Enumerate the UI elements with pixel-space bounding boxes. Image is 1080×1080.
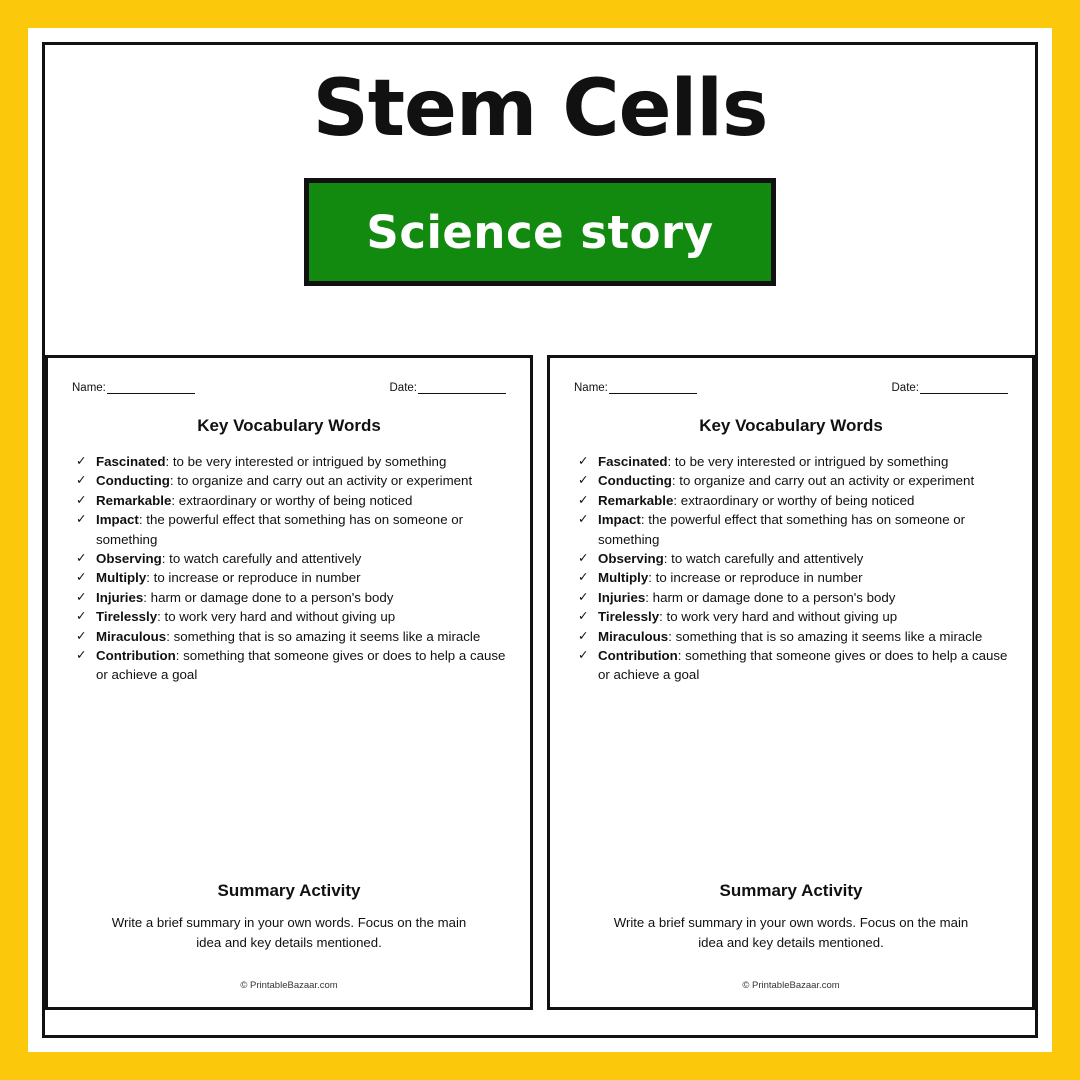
- vocab-term: Fascinated: [96, 454, 166, 469]
- check-icon: ✓: [578, 473, 589, 488]
- summary-instructions: Write a brief summary in your own words. Focus on the main idea and key details mentioned.: [613, 915, 969, 951]
- vocabulary-list: [68, 452, 510, 685]
- vocab-term: Impact: [598, 512, 641, 528]
- list-item: [576, 568, 1008, 587]
- check-icon: ✓: [578, 551, 589, 566]
- worksheet-sheet-right: [547, 355, 1035, 1010]
- check-icon: ✓: [76, 492, 87, 507]
- vocab-definition: : something that someone gives or does to help a cause or achieve a goal: [96, 648, 506, 683]
- list-item: [576, 510, 1008, 549]
- name-field[interactable]: [72, 382, 195, 394]
- vocab-definition: : something that someone gives or does to help a cause or achieve a goal: [598, 648, 1008, 683]
- check-icon: ✓: [578, 512, 589, 527]
- vocab-term: Tirelessly: [96, 609, 158, 625]
- vocab-definition: : to increase or reproduce in number: [146, 570, 361, 586]
- check-icon: ✓: [76, 648, 87, 663]
- list-item: [74, 568, 506, 587]
- vocab-term: Injuries: [96, 589, 144, 605]
- vocab-heading: Key Vocabulary Words: [197, 416, 381, 435]
- check-icon: ✓: [76, 628, 87, 643]
- check-icon: ✓: [578, 589, 589, 604]
- vocab-term: Conducting: [598, 473, 672, 489]
- list-item: [576, 471, 1008, 490]
- subtitle-banner: [304, 178, 776, 286]
- vocab-definition: : something that is so amazing it seems like a miracle: [668, 628, 983, 644]
- vocab-definition: : extraordinary or worthy of being noticed: [171, 492, 413, 508]
- vocab-term: Impact: [96, 512, 139, 528]
- vocab-heading: Key Vocabulary Words: [699, 416, 883, 435]
- list-item: [74, 452, 506, 471]
- date-blank-line[interactable]: [920, 382, 1008, 394]
- list-item: [74, 646, 506, 685]
- list-item: [576, 627, 1008, 646]
- date-blank-line[interactable]: [418, 382, 506, 394]
- check-icon: ✓: [578, 609, 589, 624]
- name-field[interactable]: [574, 382, 697, 394]
- check-icon: ✓: [76, 609, 87, 624]
- check-icon: ✓: [578, 454, 589, 468]
- vocabulary-list: [570, 452, 1012, 685]
- vocab-term: Multiply: [96, 570, 147, 586]
- vocab-definition: : to watch carefully and attentively: [161, 551, 362, 567]
- vocab-definition: : harm or damage done to a person's body: [645, 589, 896, 605]
- name-blank-line[interactable]: [609, 382, 697, 394]
- summary-heading: Summary Activity: [719, 881, 863, 901]
- list-item: [74, 588, 506, 607]
- name-date-row: [68, 376, 510, 394]
- summary-heading: Summary Activity: [217, 881, 361, 901]
- date-field[interactable]: [390, 382, 507, 394]
- list-item: [74, 471, 506, 490]
- check-icon: ✓: [76, 570, 87, 585]
- vocab-definition: : to increase or reproduce in number: [648, 570, 863, 586]
- vocab-term: Conducting: [96, 473, 170, 489]
- check-icon: ✓: [76, 473, 87, 488]
- vocab-definition: : to be very interested or intrigued by something: [165, 454, 447, 469]
- check-icon: ✓: [76, 551, 87, 566]
- list-item: [576, 549, 1008, 568]
- check-icon: ✓: [578, 628, 589, 643]
- worksheet-page: [28, 28, 1052, 1052]
- vocab-definition: : to work very hard and without giving up: [659, 609, 898, 625]
- vocab-term: Remarkable: [96, 492, 172, 508]
- footer-credit: © PrintableBazaar.com: [240, 980, 338, 991]
- vocab-term: Fascinated: [598, 454, 668, 469]
- worksheet-sheet-left: [45, 355, 533, 1010]
- vocab-definition: : to organize and carry out an activity or experiment: [169, 473, 473, 489]
- list-item: [74, 491, 506, 510]
- page-inner-border: [42, 42, 1038, 1038]
- check-icon: ✓: [76, 512, 87, 527]
- name-date-row: [570, 376, 1012, 394]
- list-item: [74, 510, 506, 549]
- summary-instructions: Write a brief summary in your own words. Focus on the main idea and key details mentioned.: [111, 915, 467, 951]
- date-label: Date:: [891, 382, 919, 394]
- check-icon: ✓: [578, 648, 589, 663]
- list-item: [576, 452, 1008, 471]
- vocab-term: Observing: [598, 551, 664, 567]
- vocab-definition: : the powerful effect that something has on someone or something: [96, 512, 464, 547]
- list-item: [576, 491, 1008, 510]
- vocab-term: Tirelessly: [598, 609, 660, 625]
- page-title: Stem Cells: [312, 64, 768, 154]
- check-icon: ✓: [76, 589, 87, 604]
- vocab-definition: : to organize and carry out an activity or experiment: [671, 473, 975, 489]
- list-item: [576, 646, 1008, 685]
- vocab-definition: : something that is so amazing it seems like a miracle: [166, 628, 481, 644]
- worksheet-sheets: [45, 355, 1035, 1010]
- subtitle-label: Science story: [366, 205, 714, 259]
- vocab-term: Multiply: [598, 570, 649, 586]
- name-label: Name:: [574, 382, 608, 394]
- name-blank-line[interactable]: [107, 382, 195, 394]
- vocab-term: Contribution: [598, 648, 678, 664]
- vocab-term: Contribution: [96, 648, 176, 664]
- list-item: [74, 627, 506, 646]
- list-item: [576, 588, 1008, 607]
- vocab-term: Injuries: [598, 589, 646, 605]
- check-icon: ✓: [578, 492, 589, 507]
- vocab-definition: : the powerful effect that something has on someone or something: [598, 512, 966, 547]
- vocab-definition: : harm or damage done to a person's body: [143, 589, 394, 605]
- date-label: Date:: [389, 382, 417, 394]
- vocab-term: Miraculous: [598, 628, 669, 644]
- date-field[interactable]: [892, 382, 1009, 394]
- name-label: Name:: [72, 382, 106, 394]
- vocab-definition: : to be very interested or intrigued by something: [667, 454, 949, 469]
- vocab-definition: : to work very hard and without giving up: [157, 609, 396, 625]
- vocab-term: Remarkable: [598, 492, 674, 508]
- list-item: [74, 607, 506, 626]
- check-icon: ✓: [76, 454, 87, 468]
- check-icon: ✓: [578, 570, 589, 585]
- vocab-definition: : extraordinary or worthy of being noticed: [673, 492, 915, 508]
- vocab-definition: : to watch carefully and attentively: [663, 551, 864, 567]
- summary-activity: [570, 881, 1012, 953]
- footer-credit: © PrintableBazaar.com: [742, 980, 840, 991]
- list-item: [576, 607, 1008, 626]
- summary-activity: [68, 881, 510, 953]
- vocab-term: Miraculous: [96, 628, 167, 644]
- list-item: [74, 549, 506, 568]
- vocab-term: Observing: [96, 551, 162, 567]
